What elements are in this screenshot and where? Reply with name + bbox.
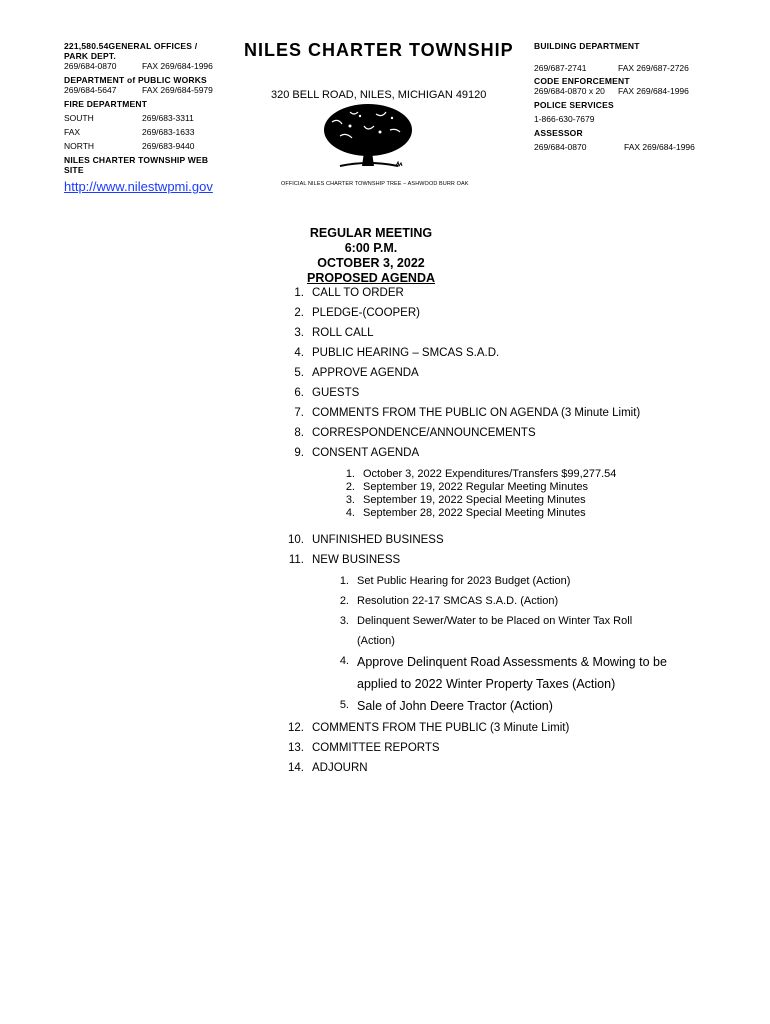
website-label-cont: SITE	[64, 165, 84, 175]
agenda-item-number: 9.	[294, 447, 304, 459]
police-contacts	[534, 114, 734, 128]
agenda-item-text: UNFINISHED BUSINESS	[312, 534, 444, 546]
consent-item	[345, 494, 586, 507]
code-enforcement-label: CODE ENFORCEMENT	[534, 76, 630, 86]
new-business-item-text: Resolution 22-17 SMCAS S.A.D. (Action)	[357, 595, 559, 607]
consent-item-number: 1.	[345, 468, 355, 480]
consent-item-number: 4.	[345, 507, 355, 519]
agenda-item	[288, 554, 401, 566]
agenda-title: PROPOSED AGENDA	[306, 271, 436, 285]
agenda-item	[294, 427, 536, 439]
agenda-item-number: 3.	[294, 327, 304, 339]
agenda-item-number: 11.	[288, 554, 304, 566]
park-dept-label: PARK DEPT.	[64, 51, 116, 61]
consent-item-text: September 28, 2022 Special Meeting Minutes	[363, 507, 586, 519]
dpw-label: DEPARTMENT of PUBLIC WORKS	[64, 75, 207, 85]
agenda-item-text: COMMENTS FROM THE PUBLIC ON AGENDA (3 Minute Limit)	[312, 407, 641, 419]
agenda-item-number: 5.	[294, 367, 304, 379]
logo-caption: OFFICIAL NILES CHARTER TOWNSHIP TREE – ASHWOOD BURR OAK	[281, 181, 469, 187]
website-label: NILES CHARTER TOWNSHIP WEB	[64, 155, 209, 165]
agenda-item-text: NEW BUSINESS	[312, 554, 401, 566]
assessor-phone: 269/684-0870	[534, 142, 587, 152]
building-fax: FAX 269/687-2726	[618, 63, 689, 73]
new-business-item	[339, 655, 667, 669]
consent-item	[345, 481, 589, 494]
new-business-item-text: Set Public Hearing for 2023 Budget (Action)	[357, 575, 571, 587]
dpw-phone: 269/684-5647	[64, 85, 117, 95]
new-business-item-number: 2.	[339, 595, 349, 607]
building-contacts	[534, 63, 734, 77]
fire-row-name: NORTH	[64, 141, 95, 151]
agenda-item	[288, 742, 440, 754]
fire-row-name: FAX	[64, 127, 81, 137]
agenda-item	[294, 307, 420, 319]
new-business-item-number: 1.	[339, 575, 349, 587]
police-phone: 1-866-630-7679	[534, 114, 595, 124]
fire-row	[64, 141, 234, 155]
agenda-item-number: 7.	[294, 407, 304, 419]
consent-item	[345, 468, 617, 481]
agenda-item-text: PUBLIC HEARING – SMCAS S.A.D.	[312, 347, 500, 359]
meeting-date: OCTOBER 3, 2022	[317, 256, 425, 270]
new-business-item	[339, 595, 559, 607]
fire-row	[64, 127, 234, 141]
new-business-item-number: 5.	[339, 699, 349, 711]
consent-item-number: 2.	[345, 481, 355, 493]
new-business-item-cont	[357, 677, 615, 691]
code-phone: 269/684-0870 x 20	[534, 86, 605, 96]
agenda-item	[288, 762, 368, 774]
general-offices-contacts	[64, 61, 234, 75]
agenda-item	[294, 387, 360, 399]
consent-item-text: October 3, 2022 Expenditures/Transfers $99,277.54	[363, 468, 617, 480]
fire-department-label: FIRE DEPARTMENT	[64, 99, 148, 109]
agenda-item	[294, 287, 404, 299]
fire-row-name: SOUTH	[64, 113, 94, 123]
meeting-time: 6:00 P.M.	[344, 241, 398, 255]
website-link[interactable]: http://www.nilestwpmi.gov	[64, 179, 213, 194]
page-title: NILES CHARTER TOWNSHIP	[244, 40, 514, 60]
meeting-heading	[290, 226, 452, 286]
new-business-item-text: Approve Delinquent Road Assessments & Mowing to be	[357, 655, 667, 669]
new-business-item	[339, 575, 571, 587]
consent-item-text: September 19, 2022 Regular Meeting Minutes	[363, 481, 589, 493]
agenda-item	[294, 407, 641, 419]
agenda-item-number: 12.	[288, 722, 304, 734]
dpw-contacts	[64, 85, 234, 99]
oak-tree-icon	[320, 102, 416, 174]
code-fax: FAX 269/684-1996	[618, 86, 689, 96]
dpw-fax: FAX 269/684-5979	[142, 85, 213, 95]
agenda-item	[288, 534, 444, 546]
agenda-item-text: APPROVE AGENDA	[312, 367, 419, 379]
agenda-item-text: ROLL CALL	[312, 327, 374, 339]
new-business-item-number: 3.	[339, 615, 349, 627]
assessor-label: ASSESSOR	[534, 128, 583, 138]
address: 320 BELL ROAD, NILES, MICHIGAN 49120	[271, 89, 487, 101]
agenda-item-text: ADJOURN	[312, 762, 368, 774]
agenda-item-number: 10.	[288, 534, 304, 546]
meeting-type: REGULAR MEETING	[309, 226, 433, 240]
new-business-item	[339, 615, 633, 627]
new-business-item-cont	[357, 635, 395, 647]
agenda-item-text: COMMENTS FROM THE PUBLIC (3 Minute Limit)	[312, 722, 570, 734]
agenda-item-number: 14.	[288, 762, 304, 774]
assessor-contacts	[534, 142, 734, 156]
general-offices-label: 221,580.54GENERAL OFFICES /	[64, 41, 198, 51]
fire-row-value: 269/683-3311	[142, 113, 194, 123]
agenda-item-text: COMMITTEE REPORTS	[312, 742, 440, 754]
fire-row-value: 269/683-9440	[142, 141, 195, 151]
right-contact-column	[534, 41, 734, 156]
police-services-label: POLICE SERVICES	[534, 100, 614, 110]
agenda-item-number: 13.	[288, 742, 304, 754]
consent-item-number: 3.	[345, 494, 355, 506]
new-business-item-text: Sale of John Deere Tractor (Action)	[357, 699, 553, 713]
agenda-item-number: 4.	[294, 347, 304, 359]
general-offices-phone: 269/684-0870	[64, 61, 117, 71]
assessor-fax: FAX 269/684-1996	[624, 142, 695, 152]
new-business-item-number: 4.	[339, 655, 349, 667]
agenda-item	[294, 367, 419, 379]
new-business-item-text: applied to 2022 Winter Property Taxes (Action)	[357, 677, 616, 691]
new-business-item-text: Delinquent Sewer/Water to be Placed on Winter Tax Roll	[357, 615, 633, 627]
fire-row-value: 269/683-1633	[142, 127, 195, 137]
building-dept-label: BUILDING DEPARTMENT	[534, 41, 640, 51]
consent-item	[345, 507, 586, 520]
agenda-item-number: 6.	[294, 387, 304, 399]
agenda-item	[288, 722, 570, 734]
building-phone: 269/687-2741	[534, 63, 587, 73]
new-business-item-text: (Action)	[357, 635, 395, 647]
agenda-item	[294, 447, 420, 459]
agenda-item-text: PLEDGE-(COOPER)	[312, 307, 420, 319]
general-offices-fax: FAX 269/684-1996	[142, 61, 213, 71]
agenda-item-number: 2.	[294, 307, 304, 319]
agenda-item-number: 1.	[294, 287, 304, 299]
agenda-item-text: CORRESPONDENCE/ANNOUNCEMENTS	[312, 427, 536, 439]
consent-item-text: September 19, 2022 Special Meeting Minutes	[363, 494, 586, 506]
agenda-item-text: GUESTS	[312, 387, 360, 399]
fire-row	[64, 113, 234, 127]
agenda-item-number: 8.	[294, 427, 304, 439]
new-business-item	[339, 699, 553, 713]
agenda-item	[294, 327, 374, 339]
agenda-item	[294, 347, 500, 359]
code-contacts	[534, 86, 734, 100]
agenda-item-text: CONSENT AGENDA	[312, 447, 420, 459]
left-contact-column	[64, 41, 234, 196]
agenda-item-text: CALL TO ORDER	[312, 287, 404, 299]
